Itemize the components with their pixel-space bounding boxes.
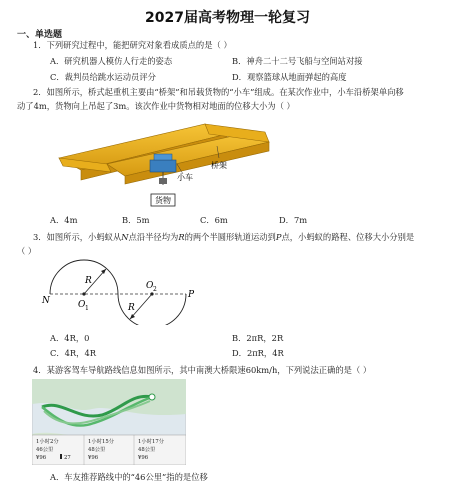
route2-time: 1小时15分 <box>88 439 115 445</box>
radius-label-lower: R <box>128 303 135 313</box>
route3-time: 1小时17分 <box>138 439 165 445</box>
q1-stem: 1．下列研究过程中，能把研究对象看成质点的是（ ） <box>33 40 232 50</box>
o1-label: O <box>78 300 86 310</box>
navigation-map-figure <box>32 379 186 465</box>
o2-label: O <box>146 281 154 291</box>
q3-stem-line2: （ ） <box>17 246 37 256</box>
q3-option-c: C．4R，4R <box>50 348 96 358</box>
route2-fee: ¥96 <box>88 455 99 461</box>
cargo-label: 货物 <box>155 196 171 205</box>
q2-option-a: A．4m <box>50 215 78 225</box>
semicircle-figure <box>40 255 200 325</box>
q2-stem-line2: 动了4m，货物向上吊起了3m。该次作业中货物相对地面的位移大小为（ ） <box>17 101 295 111</box>
point-p-label: P <box>188 290 195 300</box>
q4-option-a: A．车友推荐路线中的“46公里”指的是位移 <box>50 472 208 482</box>
page-title: 2027届高考物理一轮复习 <box>145 10 310 26</box>
route1-fee: ¥96 <box>36 455 47 461</box>
route1-lights: 27 <box>64 455 71 461</box>
q3-option-a: A．4R，0 <box>50 333 90 343</box>
q2-option-c: C．6m <box>200 215 228 225</box>
q3-option-d: D．2πR，4R <box>232 348 284 358</box>
q2-stem-line1: 2．如图所示，桥式起重机主要由“桥架”和吊载货物的“小车”组成。在某次作业中，小车沿桥架单向移 <box>33 87 404 97</box>
q1-option-d: D．观察篮球从地面弹起的高度 <box>232 72 347 82</box>
point-n-label: N <box>42 296 50 306</box>
section-heading: 一、单选题 <box>17 30 63 40</box>
cart-label: 小车 <box>177 173 193 182</box>
traffic-light-icon <box>60 454 62 459</box>
upper-semicircle <box>50 260 118 294</box>
q4-stem: 4．某游客驾车导航路线信息如图所示，其中南澳大桥限速60km/h，下列说法正确的是（ ） <box>33 365 372 375</box>
o1-subscript: 1 <box>85 305 89 312</box>
route1-distance: 46公里 <box>36 447 54 453</box>
o2-subscript: 2 <box>153 286 157 293</box>
q2-option-b: B．5m <box>122 215 150 225</box>
route1-time: 1小时2分 <box>36 439 59 445</box>
route2-distance: 48公里 <box>88 447 106 453</box>
bridge-label: 桥架 <box>211 161 227 170</box>
q2-option-d: D．7m <box>279 215 308 225</box>
q1-option-a: A．研究机器人模仿人行走的姿态 <box>50 56 173 66</box>
q3-stem-line1: 3．如图所示，小蚂蚁从N点沿半径均为R的两个半圆形轨道运动到P点，小蚂蚁的路程、位移大小分别是 <box>33 232 415 242</box>
radius-label-upper: R <box>85 276 92 286</box>
q3-option-b: B．2πR，2R <box>232 333 284 343</box>
q1-option-b: B．神舟二十二号飞船与空间站对接 <box>232 56 363 66</box>
q1-option-c: C．裁判员给跳水运动员评分 <box>50 72 156 82</box>
route3-fee: ¥96 <box>138 455 149 461</box>
route3-distance: 48公里 <box>138 447 156 453</box>
crane-figure <box>55 118 295 208</box>
